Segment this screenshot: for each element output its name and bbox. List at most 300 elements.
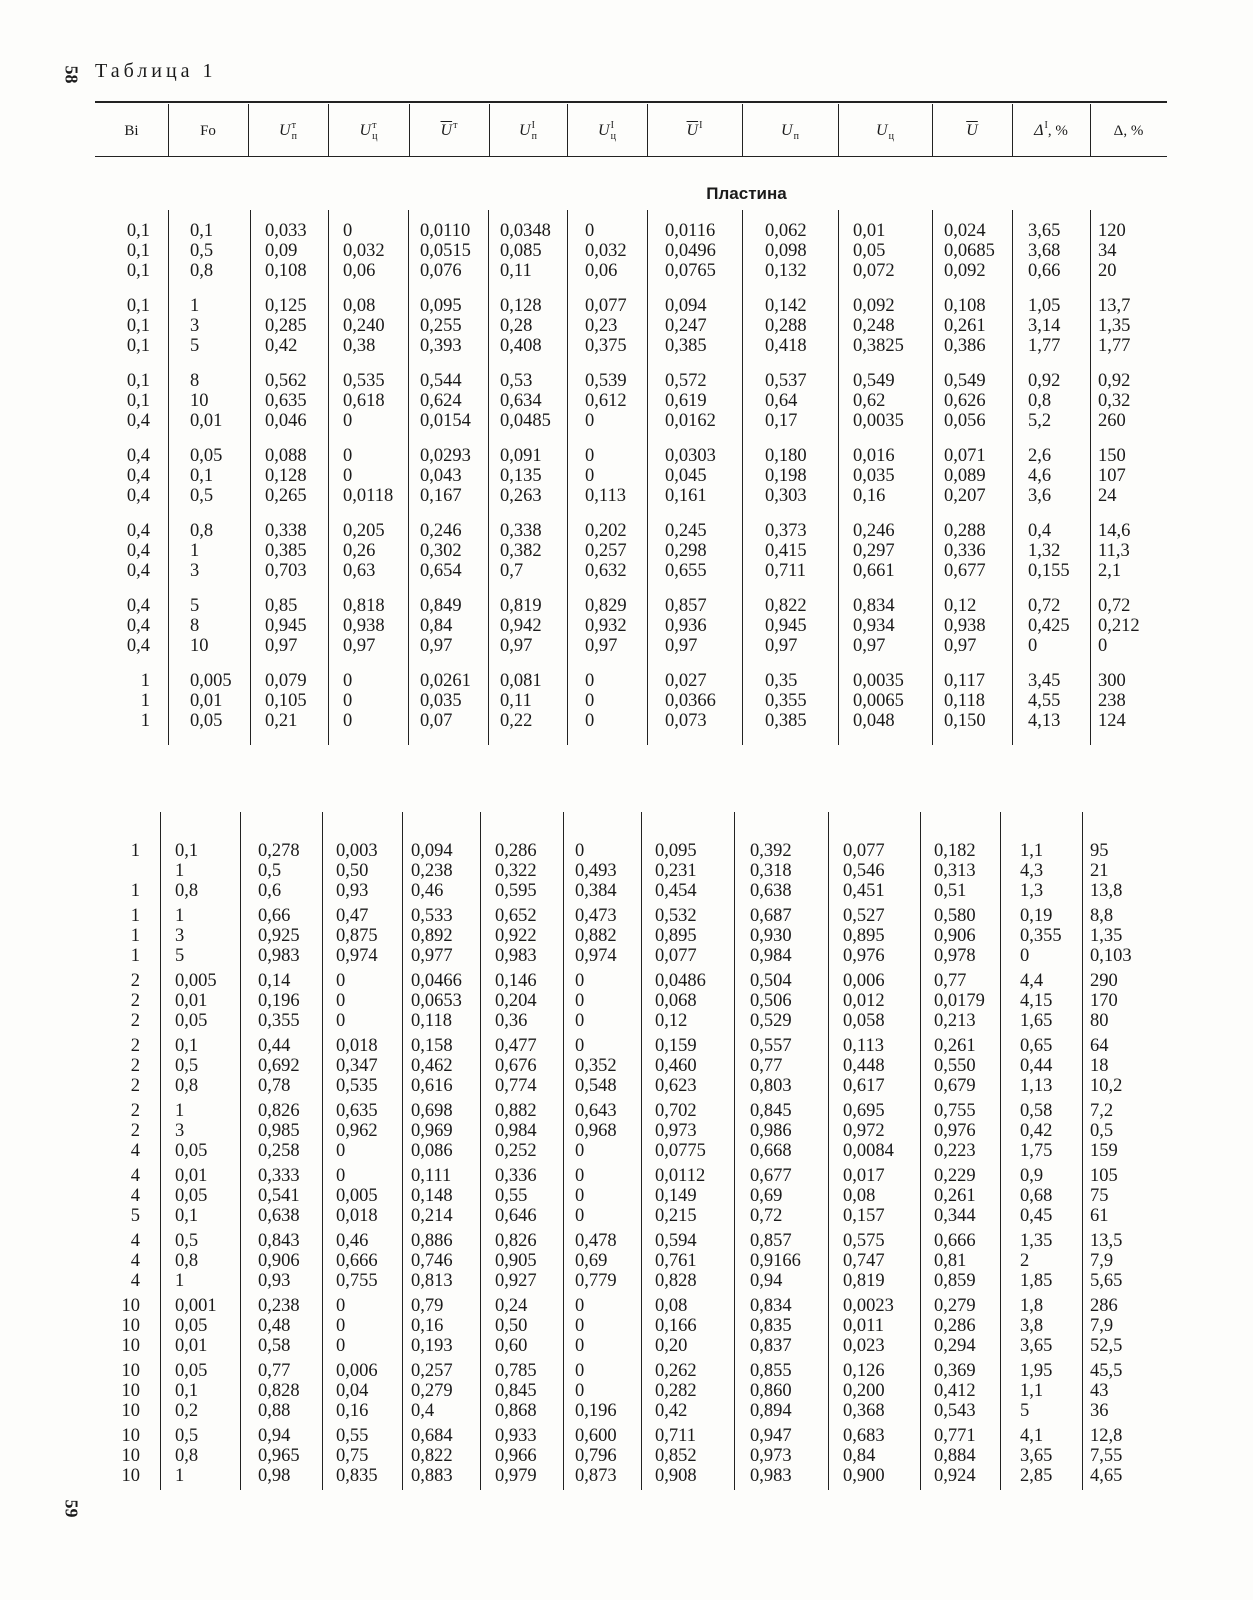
cell-u-bar-1: 0,97 — [665, 636, 698, 656]
cell-delta: 21 — [1090, 861, 1109, 881]
cell-delta-1: 3,6 — [1028, 486, 1052, 506]
cell-u-p: 0,638 — [750, 881, 792, 901]
cell-u-bar: 0,369 — [934, 1361, 976, 1381]
cell-u-c-1: 0 — [575, 1381, 585, 1401]
cell-delta: 0,212 — [1098, 616, 1140, 636]
cell-u-c-1: 0,202 — [585, 521, 627, 541]
header-divider — [328, 104, 329, 156]
cell-u-bar: 0,182 — [934, 841, 976, 861]
cell-u-bar-1: 0,454 — [655, 881, 697, 901]
cell-u-p-1: 0,646 — [495, 1206, 537, 1226]
cell-delta-1: 0,42 — [1020, 1121, 1053, 1141]
cell-u-p: 0,288 — [765, 316, 807, 336]
cell-u-c: 0,0035 — [853, 411, 904, 431]
cell-u-p-t: 0,97 — [265, 636, 298, 656]
cell-u-p-1: 0,50 — [495, 1316, 528, 1336]
cell-u-bar-t: 0,892 — [411, 926, 453, 946]
cell-delta: 13,7 — [1098, 296, 1131, 316]
cell-u-p-1: 0,634 — [500, 391, 542, 411]
table-row — [0, 1426, 1253, 1446]
cell-u-p-1: 0,22 — [500, 711, 533, 731]
cell-delta-1: 1,1 — [1020, 1381, 1044, 1401]
cell-u-bar: 0,092 — [944, 261, 986, 281]
cell-delta: 13,8 — [1090, 881, 1123, 901]
cell-u-c-t: 0 — [343, 466, 353, 486]
cell-bi: 2 — [130, 1056, 140, 1076]
cell-u-bar-t: 0,616 — [411, 1076, 453, 1096]
cell-u-c: 0,072 — [853, 261, 895, 281]
cell-delta: 120 — [1098, 221, 1126, 241]
cell-u-bar: 0,118 — [944, 691, 985, 711]
cell-bi: 1 — [130, 906, 140, 926]
cell-u-p: 0,97 — [765, 636, 798, 656]
cell-delta-1: 1,13 — [1020, 1076, 1053, 1096]
cell-fo: 0,05 — [175, 1316, 208, 1336]
table-caption: Таблица 1 — [95, 60, 217, 82]
cell-u-bar-t: 0,0110 — [420, 221, 471, 241]
cell-u-p-1: 0,338 — [500, 521, 542, 541]
cell-u-c-t: 0,018 — [336, 1206, 378, 1226]
cell-u-bar: 0,261 — [934, 1036, 976, 1056]
cell-u-p: 0,677 — [750, 1166, 792, 1186]
cell-delta-1: 0,92 — [1028, 371, 1061, 391]
cell-bi: 0,4 — [126, 411, 150, 431]
cell-u-bar-t: 0,0261 — [420, 671, 471, 691]
cell-u-c-1: 0,643 — [575, 1101, 617, 1121]
cell-u-c-t: 0,974 — [336, 946, 378, 966]
cell-u-p-1: 0,983 — [495, 946, 537, 966]
cell-u-bar-t: 0,79 — [411, 1296, 444, 1316]
cell-u-bar-1: 0,0112 — [655, 1166, 706, 1186]
cell-u-bar: 0,906 — [934, 926, 976, 946]
cell-fo: 3 — [190, 316, 200, 336]
cell-u-p-1: 0,36 — [495, 1011, 528, 1031]
cell-u-bar: 0,313 — [934, 861, 976, 881]
cell-u-p: 0,94 — [750, 1271, 783, 1291]
cell-u-c: 0,451 — [843, 881, 885, 901]
cell-u-p-1: 0,826 — [495, 1231, 537, 1251]
cell-u-c: 0,08 — [843, 1186, 876, 1206]
cell-u-c: 0,62 — [853, 391, 886, 411]
cell-u-c-1: 0,600 — [575, 1426, 617, 1446]
cell-u-c-t: 0,835 — [336, 1466, 378, 1486]
cell-u-p: 0,984 — [750, 946, 792, 966]
table-row — [0, 486, 1253, 506]
header-divider — [489, 104, 490, 156]
cell-u-p-1: 0,128 — [500, 296, 542, 316]
cell-u-bar-t: 0,279 — [411, 1381, 453, 1401]
cell-fo: 0,5 — [175, 1231, 199, 1251]
cell-u-p-t: 0,285 — [265, 316, 307, 336]
cell-u-c: 0,575 — [843, 1231, 885, 1251]
cell-u-c-1: 0,23 — [585, 316, 618, 336]
cell-u-p-1: 0,97 — [500, 636, 533, 656]
cell-u-bar-t: 0,97 — [420, 636, 453, 656]
cell-u-bar-t: 0,533 — [411, 906, 453, 926]
cell-u-c-t: 0,818 — [343, 596, 385, 616]
cell-u-c-1: 0,493 — [575, 861, 617, 881]
cell-u-p-t: 0,238 — [258, 1296, 300, 1316]
cell-u-p: 0,355 — [765, 691, 807, 711]
cell-u-bar: 0,771 — [934, 1426, 976, 1446]
cell-u-c-t: 0,962 — [336, 1121, 378, 1141]
cell-delta: 105 — [1090, 1166, 1118, 1186]
cell-bi: 2 — [130, 1121, 140, 1141]
cell-u-p: 0,822 — [765, 596, 807, 616]
cell-u-bar-1: 0,073 — [665, 711, 707, 731]
cell-bi: 0,4 — [126, 466, 150, 486]
cell-u-c-1: 0 — [575, 841, 585, 861]
cell-bi: 0,4 — [126, 561, 150, 581]
cell-fo: 0,8 — [190, 521, 214, 541]
cell-u-c-1: 0,829 — [585, 596, 627, 616]
cell-u-p-1: 0,286 — [495, 841, 537, 861]
cell-u-bar: 0,884 — [934, 1446, 976, 1466]
cell-delta: 150 — [1098, 446, 1126, 466]
cell-u-bar: 0,626 — [944, 391, 986, 411]
cell-bi: 4 — [130, 1141, 140, 1161]
cell-u-bar-t: 0,16 — [411, 1316, 444, 1336]
cell-u-c-t: 0,50 — [336, 861, 369, 881]
cell-u-bar-1: 0,0765 — [665, 261, 716, 281]
table-row — [0, 596, 1253, 616]
cell-u-bar: 0,0179 — [934, 991, 985, 1011]
cell-u-c: 0,900 — [843, 1466, 885, 1486]
cell-u-p-t: 0,5 — [258, 861, 282, 881]
cell-u-p-t: 0,541 — [258, 1186, 300, 1206]
cell-u-c-1: 0,478 — [575, 1231, 617, 1251]
cell-u-p-1: 0,53 — [500, 371, 533, 391]
table-row — [0, 1101, 1253, 1121]
cell-bi: 4 — [130, 1166, 140, 1186]
cell-u-c-1: 0,539 — [585, 371, 627, 391]
cell-delta: 0,92 — [1098, 371, 1131, 391]
cell-u-c: 0,695 — [843, 1101, 885, 1121]
cell-u-c: 0,200 — [843, 1381, 885, 1401]
cell-u-p-1: 0,204 — [495, 991, 537, 1011]
cell-u-p-t: 0,265 — [265, 486, 307, 506]
cell-u-c-1: 0 — [585, 411, 595, 431]
cell-delta: 2,1 — [1098, 561, 1122, 581]
cell-u-p: 0,860 — [750, 1381, 792, 1401]
cell-delta: 8,8 — [1090, 906, 1114, 926]
cell-u-bar-t: 0,07 — [420, 711, 453, 731]
cell-u-c-t: 0 — [343, 711, 353, 731]
cell-u-c-t: 0 — [336, 991, 346, 1011]
cell-delta: 7,9 — [1090, 1316, 1114, 1336]
cell-u-p-t: 0,88 — [258, 1401, 291, 1421]
cell-delta-1: 4,13 — [1028, 711, 1061, 731]
cell-u-p-1: 0,55 — [495, 1186, 528, 1206]
cell-u-c: 0,972 — [843, 1121, 885, 1141]
cell-u-p-1: 0,263 — [500, 486, 542, 506]
cell-u-bar-1: 0,619 — [665, 391, 707, 411]
cell-u-c-1: 0,384 — [575, 881, 617, 901]
cell-bi: 10 — [121, 1316, 140, 1336]
cell-u-c: 0,0065 — [853, 691, 904, 711]
table-row — [0, 411, 1253, 431]
table-row — [0, 446, 1253, 466]
cell-u-bar: 0,77 — [934, 971, 967, 991]
cell-fo: 1 — [175, 861, 185, 881]
cell-u-c-1: 0,974 — [575, 946, 617, 966]
cell-u-c-t: 0,938 — [343, 616, 385, 636]
cell-u-p-t: 0,78 — [258, 1076, 291, 1096]
cell-delta: 0,5 — [1090, 1121, 1114, 1141]
column-header-u-bar: $\overline{U}$ — [966, 122, 978, 139]
cell-u-bar-1: 0,936 — [665, 616, 707, 636]
cell-u-c: 0,05 — [853, 241, 886, 261]
cell-u-p-t: 0,703 — [265, 561, 307, 581]
cell-u-bar-t: 0,849 — [420, 596, 462, 616]
cell-u-c-t: 0,666 — [336, 1251, 378, 1271]
cell-fo: 0,5 — [175, 1056, 199, 1076]
cell-fo: 0,1 — [190, 221, 214, 241]
cell-u-p: 0,132 — [765, 261, 807, 281]
cell-u-p-1: 0,0348 — [500, 221, 551, 241]
cell-u-c: 0,448 — [843, 1056, 885, 1076]
cell-bi: 0,1 — [126, 336, 150, 356]
cell-fo: 1 — [175, 1466, 185, 1486]
cell-delta: 18 — [1090, 1056, 1109, 1076]
cell-u-c-1: 0 — [585, 221, 595, 241]
cell-delta-1: 1,75 — [1020, 1141, 1053, 1161]
cell-u-c-1: 0 — [575, 1361, 585, 1381]
cell-u-c-t: 0,535 — [336, 1076, 378, 1096]
cell-delta: 290 — [1090, 971, 1118, 991]
cell-u-p-t: 0,079 — [265, 671, 307, 691]
cell-u-c: 0,546 — [843, 861, 885, 881]
cell-delta: 5,65 — [1090, 1271, 1123, 1291]
cell-u-c: 0,048 — [853, 711, 895, 731]
cell-u-c-1: 0 — [575, 971, 585, 991]
cell-u-c-1: 0 — [575, 1296, 585, 1316]
cell-u-bar-1: 0,166 — [655, 1316, 697, 1336]
cell-u-p-1: 0,774 — [495, 1076, 537, 1096]
cell-delta-1: 3,65 — [1020, 1336, 1053, 1356]
cell-fo: 1 — [175, 1101, 185, 1121]
cell-u-c-t: 0 — [336, 1336, 346, 1356]
cell-u-p: 0,557 — [750, 1036, 792, 1056]
cell-u-c-t: 0,032 — [343, 241, 385, 261]
cell-u-c: 0,0035 — [853, 671, 904, 691]
cell-u-p-t: 0,85 — [265, 596, 298, 616]
cell-u-c-t: 0,08 — [343, 296, 376, 316]
cell-u-c: 0,3825 — [853, 336, 904, 356]
cell-u-bar-t: 0,0154 — [420, 411, 471, 431]
cell-delta-1: 0,425 — [1028, 616, 1070, 636]
cell-delta: 13,5 — [1090, 1231, 1123, 1251]
cell-u-bar: 0,81 — [934, 1251, 967, 1271]
cell-u-c-1: 0 — [575, 1141, 585, 1161]
cell-u-c: 0,84 — [843, 1446, 876, 1466]
cell-delta-1: 0,65 — [1020, 1036, 1053, 1056]
cell-delta-1: 3,65 — [1020, 1446, 1053, 1466]
cell-u-bar-1: 0,0496 — [665, 241, 716, 261]
cell-u-c: 0,01 — [853, 221, 886, 241]
table-row — [0, 1316, 1253, 1336]
cell-bi: 0,1 — [126, 371, 150, 391]
cell-u-c-t: 0,618 — [343, 391, 385, 411]
cell-u-c: 0,023 — [843, 1336, 885, 1356]
cell-u-bar-1: 0,828 — [655, 1271, 697, 1291]
cell-u-p-1: 0,933 — [495, 1426, 537, 1446]
cell-u-p-t: 0,128 — [265, 466, 307, 486]
cell-u-bar-t: 0,095 — [420, 296, 462, 316]
cell-u-p-1: 0,252 — [495, 1141, 537, 1161]
cell-u-c-1: 0,69 — [575, 1251, 608, 1271]
table-row — [0, 906, 1253, 926]
cell-u-p: 0,537 — [765, 371, 807, 391]
cell-u-bar: 0,412 — [934, 1381, 976, 1401]
table-row — [0, 1056, 1253, 1076]
cell-fo: 0,8 — [175, 1251, 199, 1271]
cell-u-bar: 0,550 — [934, 1056, 976, 1076]
cell-bi: 4 — [130, 1271, 140, 1291]
cell-fo: 0,5 — [190, 241, 214, 261]
cell-u-c-t: 0,005 — [336, 1186, 378, 1206]
table-row — [0, 371, 1253, 391]
cell-u-p-t: 0,108 — [265, 261, 307, 281]
cell-u-c-1: 0 — [575, 1206, 585, 1226]
cell-bi: 1 — [130, 926, 140, 946]
cell-u-bar-t: 0,214 — [411, 1206, 453, 1226]
cell-u-c: 0,549 — [853, 371, 895, 391]
cell-fo: 3 — [175, 1121, 185, 1141]
cell-u-c: 0,0084 — [843, 1141, 894, 1161]
cell-u-p-t: 0,258 — [258, 1141, 300, 1161]
cell-delta: 107 — [1098, 466, 1126, 486]
cell-u-p: 0,947 — [750, 1426, 792, 1446]
cell-u-p-t: 0,6 — [258, 881, 282, 901]
cell-fo: 0,05 — [175, 1361, 208, 1381]
cell-delta: 95 — [1090, 841, 1109, 861]
cell-u-p: 0,9166 — [750, 1251, 801, 1271]
cell-u-p: 0,668 — [750, 1141, 792, 1161]
cell-u-bar-t: 0,462 — [411, 1056, 453, 1076]
cell-delta-1: 0,58 — [1020, 1101, 1053, 1121]
cell-u-p: 0,986 — [750, 1121, 792, 1141]
cell-fo: 1 — [175, 906, 185, 926]
cell-delta-1: 0,68 — [1020, 1186, 1053, 1206]
cell-delta: 300 — [1098, 671, 1126, 691]
cell-delta-1: 0,9 — [1020, 1166, 1044, 1186]
cell-bi: 1 — [130, 946, 140, 966]
cell-u-c-t: 0 — [343, 221, 353, 241]
cell-u-c-1: 0,548 — [575, 1076, 617, 1096]
header-divider — [838, 104, 839, 156]
cell-u-p-1: 0,984 — [495, 1121, 537, 1141]
cell-delta: 286 — [1090, 1296, 1118, 1316]
header-divider — [647, 104, 648, 156]
cell-u-bar-t: 0,094 — [411, 841, 453, 861]
column-header-u-bar-t: $\overline{U}$ т — [440, 120, 458, 139]
cell-u-c-1: 0,06 — [585, 261, 618, 281]
cell-u-p: 0,845 — [750, 1101, 792, 1121]
cell-bi: 0,1 — [126, 391, 150, 411]
cell-u-p-t: 0,09 — [265, 241, 298, 261]
cell-delta: 1,35 — [1098, 316, 1131, 336]
cell-u-c-t: 0,26 — [343, 541, 376, 561]
cell-bi: 0,4 — [126, 486, 150, 506]
cell-u-c-t: 0,875 — [336, 926, 378, 946]
cell-u-p-t: 0,088 — [265, 446, 307, 466]
cell-fo: 0,01 — [190, 691, 223, 711]
cell-fo: 0,8 — [190, 261, 214, 281]
cell-bi: 10 — [121, 1466, 140, 1486]
table-row — [0, 1011, 1253, 1031]
cell-u-bar: 0,859 — [934, 1271, 976, 1291]
table-row — [0, 616, 1253, 636]
cell-u-bar: 0,677 — [944, 561, 986, 581]
cell-delta-1: 0,155 — [1028, 561, 1070, 581]
cell-u-p-t: 0,333 — [258, 1166, 300, 1186]
table-row — [0, 541, 1253, 561]
cell-bi: 0,4 — [126, 616, 150, 636]
cell-u-p-1: 0,819 — [500, 596, 542, 616]
cell-delta-1: 0,44 — [1020, 1056, 1053, 1076]
cell-bi: 1 — [130, 881, 140, 901]
cell-u-bar-t: 0,0515 — [420, 241, 471, 261]
cell-u-p-t: 0,985 — [258, 1121, 300, 1141]
cell-u-p: 0,855 — [750, 1361, 792, 1381]
cell-u-p-1: 0,0485 — [500, 411, 551, 431]
cell-u-bar: 0,0685 — [944, 241, 995, 261]
cell-u-p: 0,69 — [750, 1186, 783, 1206]
cell-bi: 1 — [140, 691, 150, 711]
cell-u-p-1: 0,979 — [495, 1466, 537, 1486]
cell-delta-1: 0,355 — [1020, 926, 1062, 946]
table-row — [0, 691, 1253, 711]
cell-u-bar: 0,294 — [934, 1336, 976, 1356]
cell-delta-1: 0,4 — [1028, 521, 1052, 541]
cell-u-p: 0,803 — [750, 1076, 792, 1096]
cell-u-p-t: 0,278 — [258, 841, 300, 861]
cell-delta-1: 3,45 — [1028, 671, 1061, 691]
cell-u-p: 0,983 — [750, 1466, 792, 1486]
cell-u-p-1: 0,336 — [495, 1166, 537, 1186]
cell-u-bar-t: 0,0466 — [411, 971, 462, 991]
cell-u-p-t: 0,98 — [258, 1466, 291, 1486]
cell-u-p-t: 0,14 — [258, 971, 291, 991]
cell-fo: 0,05 — [175, 1141, 208, 1161]
cell-bi: 10 — [121, 1381, 140, 1401]
cell-u-p-1: 0,966 — [495, 1446, 537, 1466]
cell-u-c-t: 0,38 — [343, 336, 376, 356]
cell-delta: 45,5 — [1090, 1361, 1123, 1381]
cell-u-c-1: 0 — [575, 1336, 585, 1356]
cell-u-bar: 0,976 — [934, 1121, 976, 1141]
cell-u-c-t: 0 — [343, 411, 353, 431]
cell-u-bar: 0,261 — [934, 1186, 976, 1206]
cell-u-c: 0,683 — [843, 1426, 885, 1446]
cell-u-bar-1: 0,262 — [655, 1361, 697, 1381]
cell-u-bar-t: 0,746 — [411, 1251, 453, 1271]
cell-u-p: 0,529 — [750, 1011, 792, 1031]
cell-delta: 10,2 — [1090, 1076, 1123, 1096]
table-row — [0, 991, 1253, 1011]
cell-u-bar: 0,288 — [944, 521, 986, 541]
cell-u-bar-t: 0,544 — [420, 371, 462, 391]
cell-u-c-1: 0,196 — [575, 1401, 617, 1421]
cell-u-c: 0,113 — [843, 1036, 884, 1056]
cell-u-c: 0,011 — [843, 1316, 884, 1336]
cell-u-p-1: 0,322 — [495, 861, 537, 881]
cell-u-bar: 0,279 — [934, 1296, 976, 1316]
column-header-delta-1: Δ I , % — [1034, 120, 1068, 139]
cell-fo: 3 — [190, 561, 200, 581]
table-row — [0, 1121, 1253, 1141]
